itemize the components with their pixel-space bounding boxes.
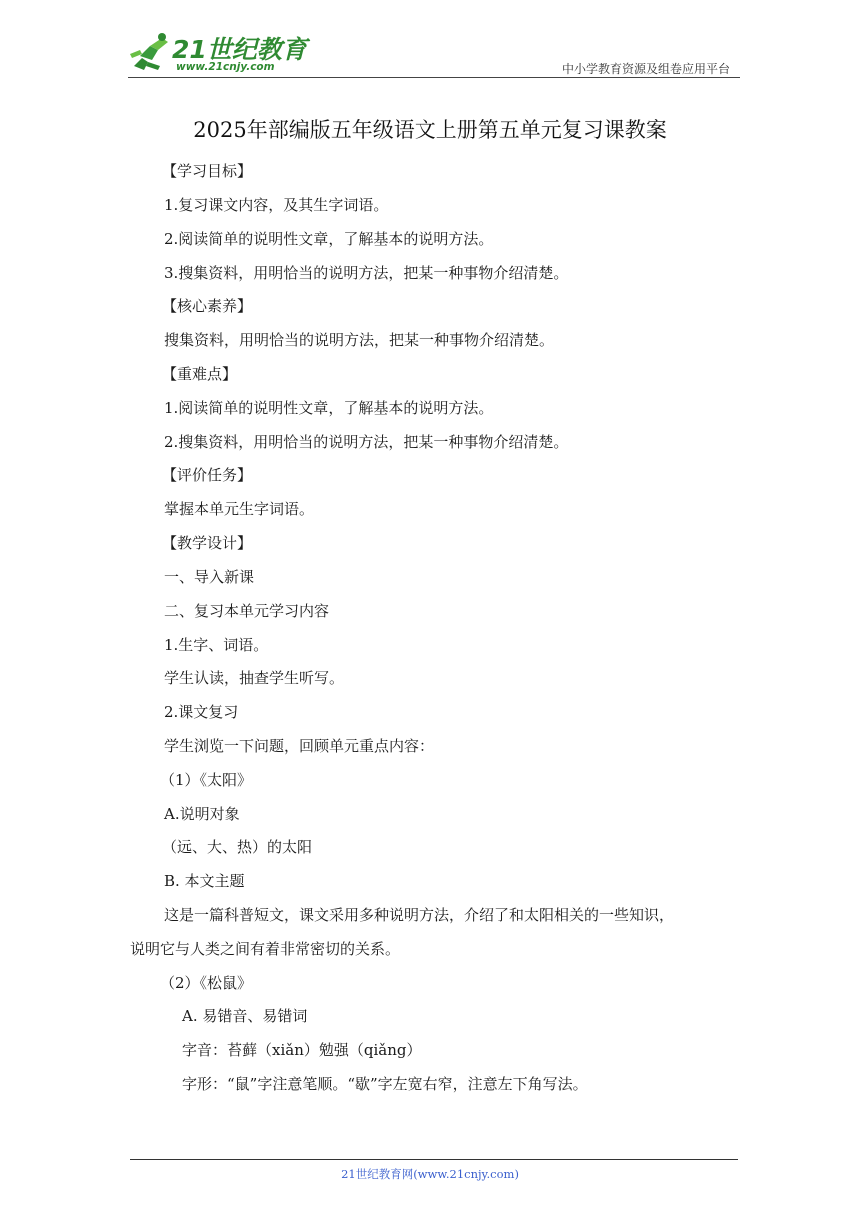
section-heading-learning-goals: 【学习目标】 [162, 162, 253, 180]
section-heading-teaching-design: 【教学设计】 [162, 534, 253, 552]
site-logo[interactable] [128, 30, 308, 76]
logo-text: 21世纪教育 [172, 35, 307, 64]
logo-url: www.21cnjy.com [176, 61, 275, 73]
section-heading-core-literacy: 【核心素养】 [162, 297, 253, 315]
paragraph-line: 3.搜集资料，用明恰当的说明方法，把某一种事物介绍清楚。 [164, 264, 569, 282]
paragraph-line: 2.阅读简单的说明性文章，了解基本的说明方法。 [164, 230, 494, 248]
document-title: 2025年部编版五年级语文上册第五单元复习课教案 [193, 118, 667, 142]
paragraph-line: 2.搜集资料，用明恰当的说明方法，把某一种事物介绍清楚。 [164, 433, 569, 451]
paragraph-line: 学生认读，抽查学生听写。 [164, 669, 345, 687]
runner-logo-icon [128, 32, 172, 72]
paragraph-line: A. 易错音、易错词 [182, 1007, 308, 1025]
paragraph-line: 字音：苔藓（xiǎn）勉强（qiǎng） [182, 1041, 422, 1059]
paragraph-line: 一、导入新课 [164, 568, 255, 586]
header-divider [128, 77, 740, 78]
paragraph-line: 字形：“鼠”字注意笔顺。“歇”字左宽右窄，注意左下角写法。 [182, 1075, 588, 1093]
paragraph-line: 1.生字、词语。 [164, 636, 269, 654]
paragraph-line: 学生浏览一下问题，回顾单元重点内容： [164, 737, 435, 755]
section-heading-key-points: 【重难点】 [162, 365, 238, 383]
footer-divider [130, 1159, 738, 1160]
paragraph-line: 搜集资料，用明恰当的说明方法，把某一种事物介绍清楚。 [164, 331, 555, 349]
paragraph-line: A.说明对象 [164, 805, 240, 823]
paragraph-line: 1.复习课文内容，及其生字词语。 [164, 196, 389, 214]
paragraph-line: 2.课文复习 [164, 703, 239, 721]
platform-name: 中小学教育资源及组卷应用平台 [561, 62, 730, 76]
paragraph-line: 1.阅读简单的说明性文章，了解基本的说明方法。 [164, 399, 494, 417]
paragraph-line: （2）《松鼠》 [160, 974, 253, 992]
section-heading-evaluation: 【评价任务】 [162, 466, 253, 484]
paragraph-line: （远、大、热）的太阳 [162, 838, 313, 856]
paragraph-line: 二、复习本单元学习内容 [164, 602, 330, 620]
paragraph-line: 掌握本单元生字词语。 [164, 500, 315, 518]
paragraph-line: B. 本文主题 [164, 872, 245, 890]
paragraph-line: 这是一篇科普短文，课文采用多种说明方法，介绍了和太阳相关的一些知识， [164, 906, 675, 924]
paragraph-line: （1）《太阳》 [160, 771, 253, 789]
page-header [128, 30, 740, 78]
paragraph-line: 说明它与人类之间有着非常密切的关系。 [130, 940, 401, 958]
footer-link[interactable]: 21世纪教育网(www.21cnjy.com) [341, 1167, 519, 1181]
